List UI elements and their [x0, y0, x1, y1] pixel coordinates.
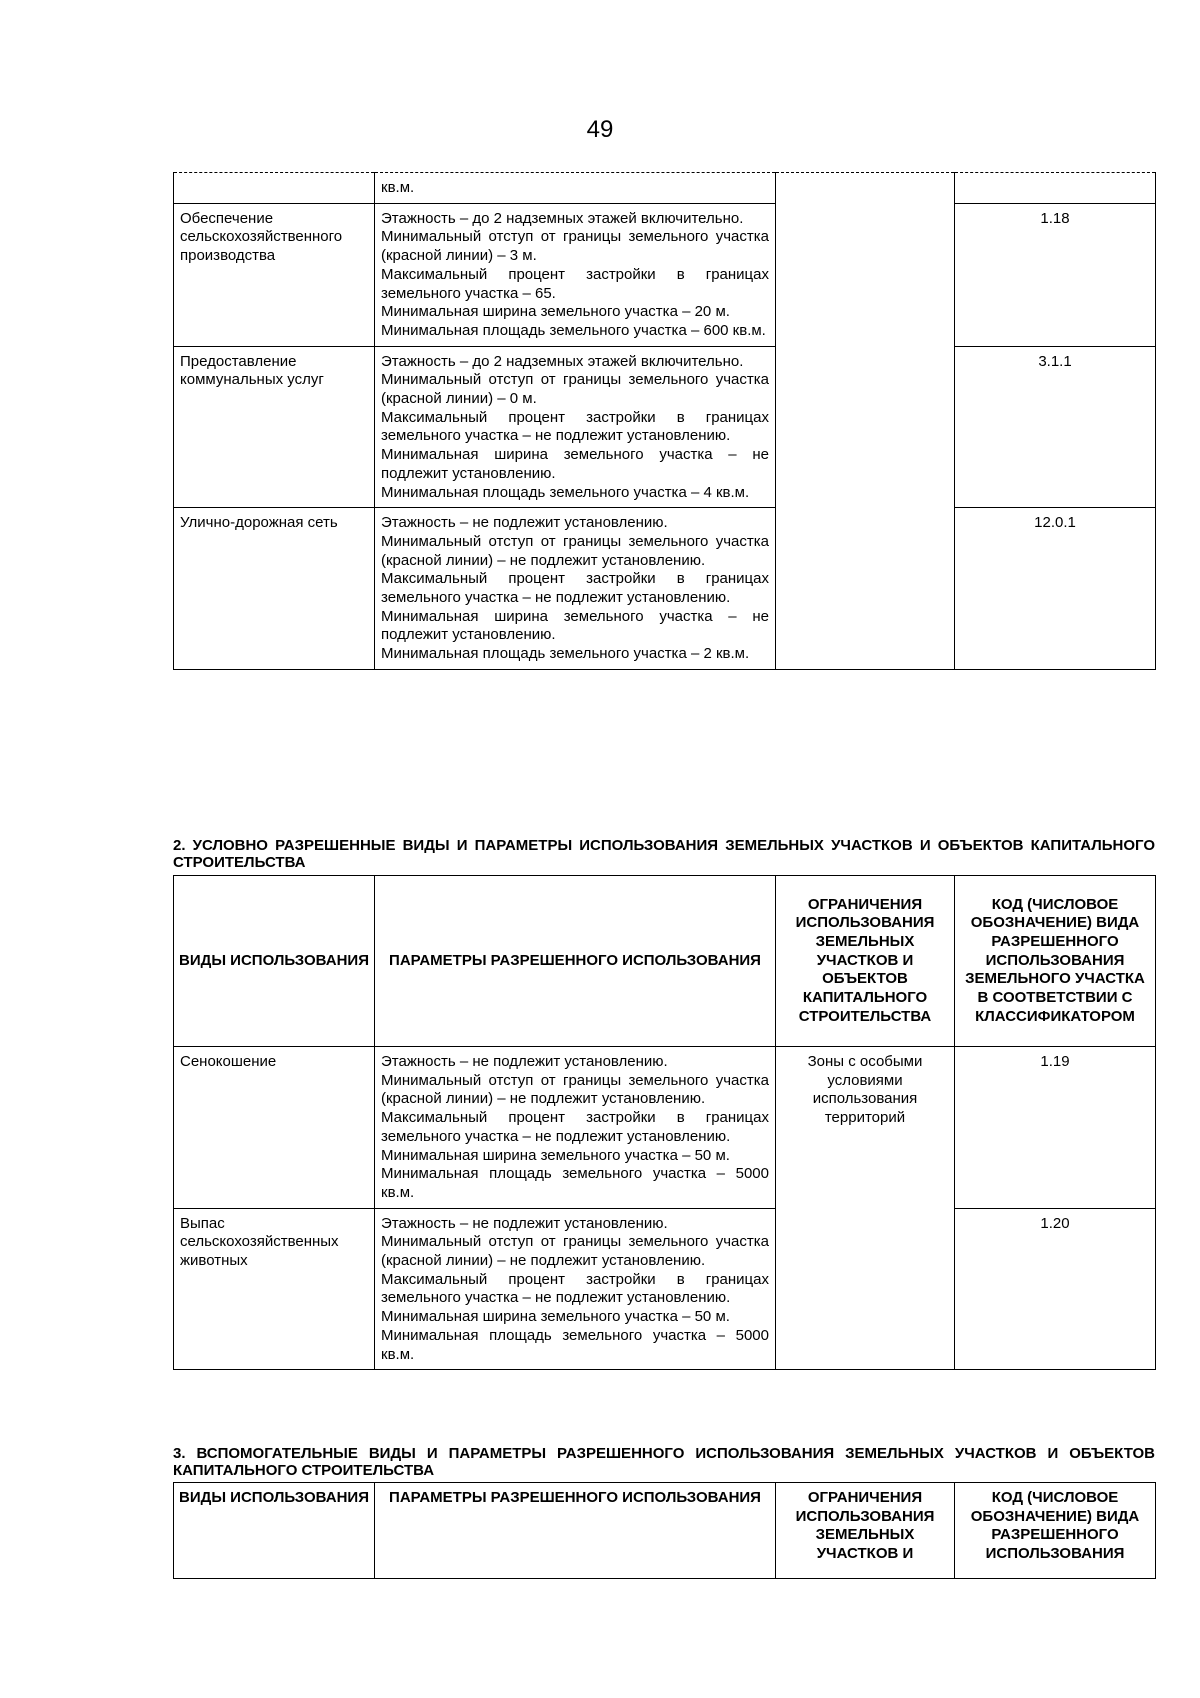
code-cell: 12.0.1	[955, 508, 1156, 670]
table-row	[174, 346, 1156, 508]
param-line: Этажность – не подлежит установлению.	[381, 1053, 668, 1070]
param-line: Минимальная ширина земельного участка – 20 м.	[381, 303, 730, 321]
use-cell: Выпас сельскохозяйственных животных	[174, 1208, 375, 1370]
use-cell	[174, 173, 375, 204]
param-line: Этажность – не подлежит установлению.	[381, 1214, 668, 1232]
permitted-uses-table-continued	[173, 172, 1156, 670]
code-cell: 3.1.1	[955, 346, 1156, 508]
header-restrictions: ОГРАНИЧЕНИЯ ИСПОЛЬЗОВАНИЯ ЗЕМЕЛЬНЫХ УЧАСТКОВ И ОБЪЕКТОВ КАПИТАЛЬНОГО СТРОИТЕЛЬСТВА	[776, 876, 955, 1047]
param-line: Минимальная ширина земельного участка – не подлежит установлению.	[381, 607, 769, 644]
header-code: КОД (ЧИСЛОВОЕ ОБОЗНАЧЕНИЕ) ВИДА РАЗРЕШЕННОГО ИСПОЛЬЗОВАНИЯ ЗЕМЕЛЬНОГО УЧАСТКА В СООТВЕТСТВИИ С КЛАССИФИКАТОРОМ	[955, 876, 1156, 1047]
restrictions-cell	[776, 173, 955, 670]
param-line: Минимальная ширина земельного участка – 50 м.	[381, 1146, 730, 1164]
table-row	[174, 1208, 1156, 1370]
header-params: ПАРАМЕТРЫ РАЗРЕШЕННОГО ИСПОЛЬЗОВАНИЯ	[375, 1483, 776, 1579]
use-cell: Улично-дорожная сеть	[174, 508, 375, 670]
params-cell	[375, 173, 776, 204]
param-line: Минимальная площадь земельного участка – 2 кв.м.	[381, 645, 750, 663]
param-line: Этажность – не подлежит установлению.	[381, 514, 668, 532]
code-cell	[955, 173, 1156, 204]
table-header-row	[174, 1483, 1156, 1579]
header-restrictions: ОГРАНИЧЕНИЯ ИСПОЛЬЗОВАНИЯ ЗЕМЕЛЬНЫХ УЧАСТКОВ И	[776, 1483, 955, 1579]
header-use: ВИДЫ ИСПОЛЬЗОВАНИЯ	[174, 1483, 375, 1579]
table-row	[174, 1047, 1156, 1209]
params-cell	[375, 203, 776, 346]
param-line: Максимальный процент застройки в границах земельного участка – не подлежит установлению.	[381, 1109, 769, 1145]
param-line: Минимальная ширина земельного участка – 50 м.	[381, 1308, 730, 1326]
param-line: Минимальный отступ от границы земельного участка (красной линии) – 3 м.	[381, 228, 769, 265]
use-cell: Сенокошение	[174, 1047, 375, 1209]
code-cell: 1.20	[955, 1208, 1156, 1370]
param-line: Минимальная ширина земельного участка – не подлежит установлению.	[381, 446, 769, 482]
use-cell: Предоставление коммунальных услуг	[174, 346, 375, 508]
param-line: Минимальная площадь земельного участка – 5000 кв.м.	[381, 1165, 769, 1201]
page-number: 49	[586, 116, 614, 143]
param-line: Минимальная площадь земельного участка – 600 кв.м.	[381, 321, 766, 339]
param-line: Минимальная площадь земельного участка – 4 кв.м.	[381, 483, 750, 501]
header-params: ПАРАМЕТРЫ РАЗРЕШЕННОГО ИСПОЛЬЗОВАНИЯ	[375, 876, 776, 1047]
param-line: кв.м.	[381, 179, 415, 196]
param-line: Максимальный процент застройки в границах земельного участка – 65.	[381, 265, 769, 302]
params-cell	[375, 508, 776, 670]
table-header-row	[174, 876, 1156, 1047]
param-line: Максимальный процент застройки в границах земельного участка – не подлежит установлению.	[381, 570, 769, 607]
conditional-uses-table	[173, 875, 1156, 1370]
params-cell	[375, 1047, 776, 1209]
header-use: ВИДЫ ИСПОЛЬЗОВАНИЯ	[174, 876, 375, 1047]
header-code: КОД (ЧИСЛОВОЕ ОБОЗНАЧЕНИЕ) ВИДА РАЗРЕШЕННОГО ИСПОЛЬЗОВАНИЯ	[955, 1483, 1156, 1579]
code-cell: 1.18	[955, 203, 1156, 346]
params-cell	[375, 1208, 776, 1370]
param-line: Минимальная площадь земельного участка – 5000 кв.м.	[381, 1326, 769, 1363]
section-heading-auxiliary-uses: 3. ВСПОМОГАТЕЛЬНЫЕ ВИДЫ И ПАРАМЕТРЫ РАЗРЕШЕННОГО ИСПОЛЬЗОВАНИЯ ЗЕМЕЛЬНЫХ УЧАСТКОВ И ОБЪЕКТОВ КАПИТАЛЬНОГО СТРОИТЕЛЬСТВА	[173, 1445, 1155, 1479]
param-line: Минимальный отступ от границы земельного участка (красной линии) – 0 м.	[381, 371, 769, 408]
param-line: Максимальный процент застройки в границах земельного участка – не подлежит установлению.	[381, 408, 769, 445]
param-line: Этажность – до 2 надземных этажей включительно.	[381, 209, 744, 227]
param-line: Минимальный отступ от границы земельного участка (красной линии) – не подлежит установлению.	[381, 532, 769, 569]
param-line: Минимальный отступ от границы земельного участка (красной линии) – не подлежит установлению.	[381, 1071, 769, 1108]
section-heading-conditional-uses: 2. УСЛОВНО РАЗРЕШЕННЫЕ ВИДЫ И ПАРАМЕТРЫ ИСПОЛЬЗОВАНИЯ ЗЕМЕЛЬНЫХ УЧАСТКОВ И ОБЪЕКТОВ КАПИТАЛЬНОГО СТРОИТЕЛЬСТВА	[173, 837, 1155, 871]
param-line: Этажность – до 2 надземных этажей включительно.	[381, 352, 744, 370]
use-cell: Обеспечение сельскохозяйственного производства	[174, 203, 375, 346]
table-row	[174, 173, 1156, 204]
param-line: Минимальный отступ от границы земельного участка (красной линии) – не подлежит установлению.	[381, 1233, 769, 1270]
auxiliary-uses-table	[173, 1482, 1156, 1579]
code-cell: 1.19	[955, 1047, 1156, 1209]
table-row	[174, 508, 1156, 670]
table-row	[174, 203, 1156, 346]
restrictions-cell: Зоны с особыми условиями использования территорий	[776, 1047, 955, 1370]
params-cell	[375, 346, 776, 508]
param-line: Максимальный процент застройки в границах земельного участка – не подлежит установлению.	[381, 1270, 769, 1307]
